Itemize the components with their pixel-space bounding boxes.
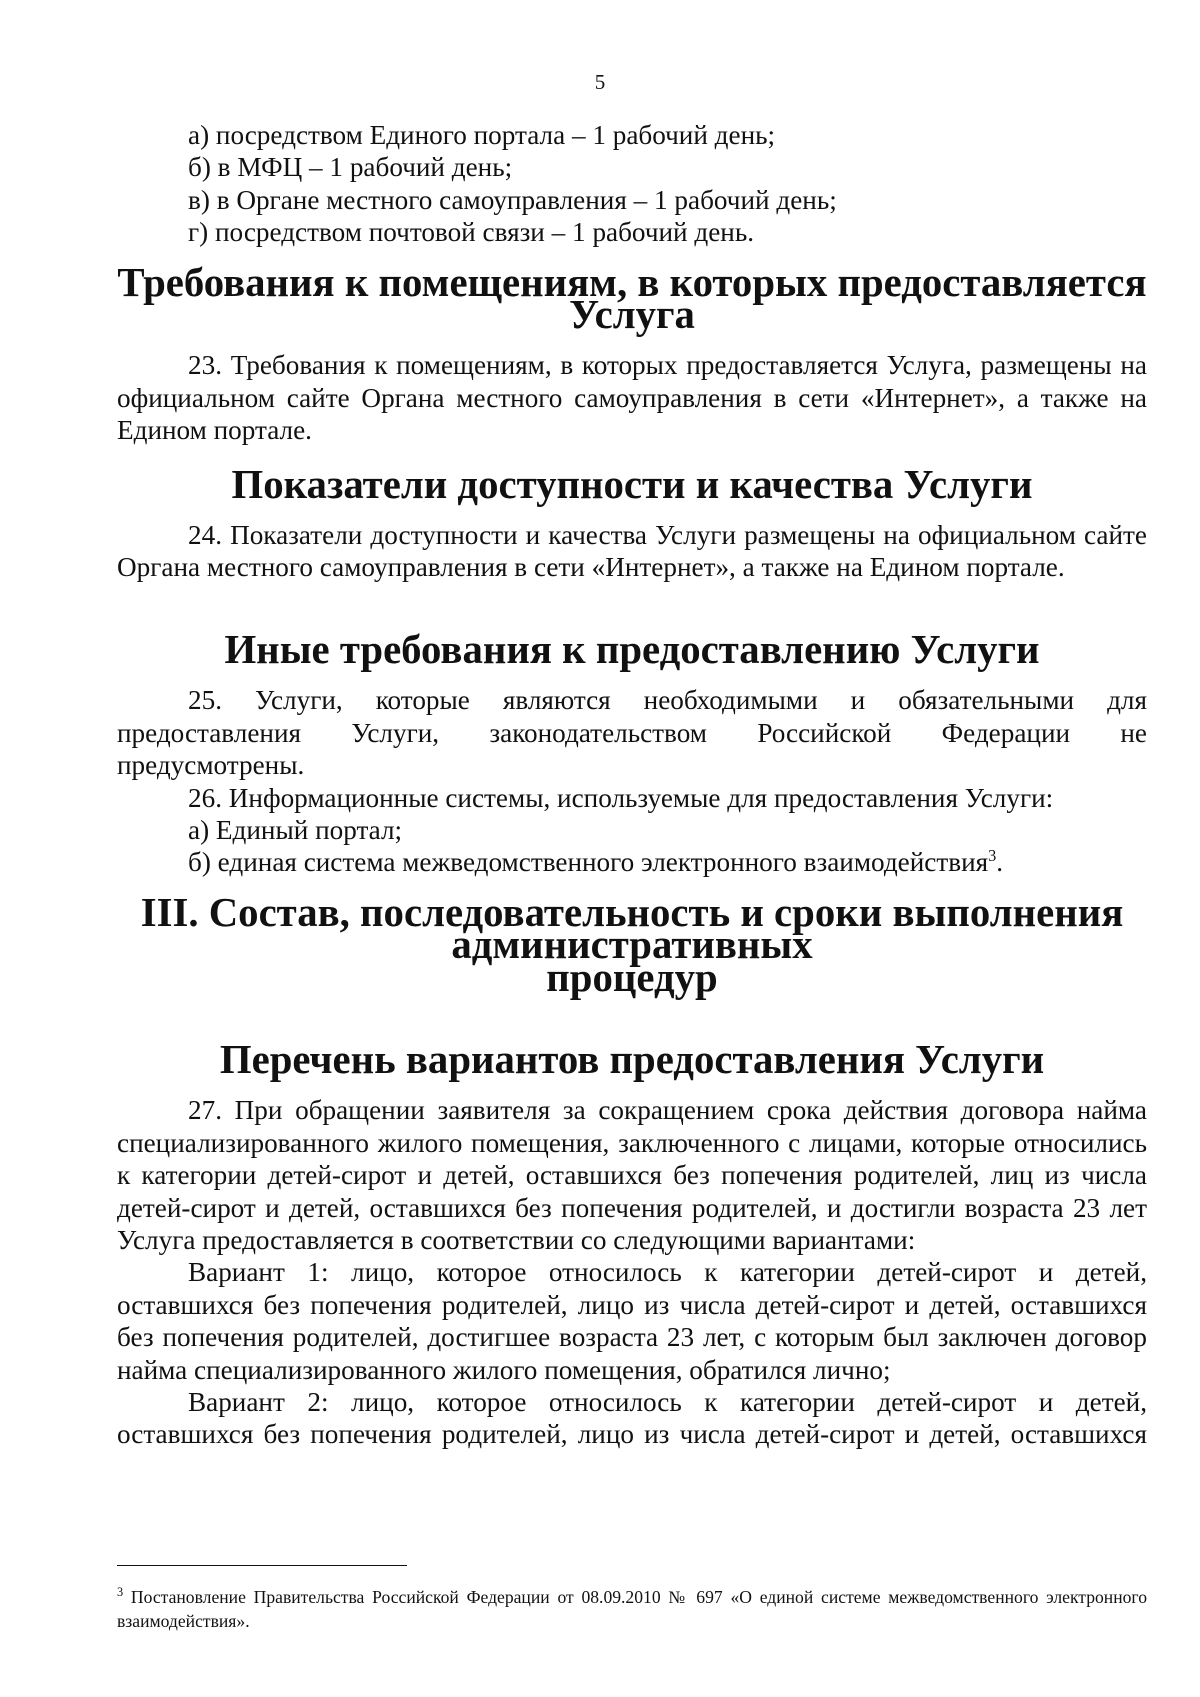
list-item-end: .: [996, 847, 1004, 878]
paragraph-25: [117, 684, 1147, 781]
heading-section-3: [117, 889, 1147, 1000]
paragraph-25-line: предусмотрены.: [117, 750, 305, 781]
heading-premises: Требования к помещениям, в которых предоставляется Услуга: [117, 259, 1147, 338]
paragraph-24: 24. Показатели доступности и качества Услуги размещены на официальном сайте Органа местного самоуправления в сети «Интернет», а также на Едином портале.: [117, 520, 1147, 583]
heading-section-3-line: процедур: [546, 954, 718, 1000]
document-body: [117, 119, 1147, 1451]
paragraph-25-line: предоставления Услуги, законодательством Российской Федерации не: [117, 717, 1147, 748]
footnote-text: Постановление Правительства Российской Федерации от 08.09.2010 № 697 «О единой системе межведомственного электронного взаимодействия».: [117, 1587, 1147, 1631]
footnote: [117, 1585, 1147, 1633]
list-item-text: б) единая система межведомственного электронного взаимодействия: [188, 847, 989, 878]
page-number: 5: [594, 70, 606, 94]
variant-1: Вариант 1: лицо, которое относилось к категории детей-сирот и детей, оставшихся без попечения родителей, лицо из числа детей-сирот и детей, оставшихся без попечения родителей, достигшее возраста 23 лет, с которым был заключен договор найма специализированного жилого помещения, обратился лично;: [117, 1257, 1147, 1385]
list-item: а) Единый портал;: [188, 814, 403, 845]
list-item: [117, 846, 1147, 878]
footnote-reference[interactable]: 3: [988, 846, 997, 866]
paragraph-25-line: 25. Услуги, которые являются необходимыми и обязательными для: [188, 685, 1147, 716]
list-item: б) в МФЦ – 1 рабочий день;: [188, 152, 513, 183]
heading-indicators: Показатели доступности и качества Услуги: [231, 461, 1033, 507]
footnote-separator: [117, 1565, 407, 1566]
paragraph-26: 26. Информационные системы, используемые для предоставления Услуги:: [188, 782, 1054, 813]
paragraph-27: 27. При обращении заявителя за сокращением срока действия договора найма специализированного жилого помещения, заключенного с лицами, которые относились к категории детей-сирот и детей, оставшихся без попечения родителей, лиц из числа детей-сирот и детей, оставшихся без попечения родителей, и достигли возраста 23 лет Услуга предоставляется в соответствии со следующими вариантами:: [117, 1095, 1147, 1255]
heading-other-requirements: Иные требования к предоставлению Услуги: [224, 626, 1040, 672]
deadline-list: [117, 119, 1147, 249]
footnote-marker: 3: [117, 1585, 124, 1600]
paragraph-23: 23. Требования к помещениям, в которых предоставляется Услуга, размещены на официальном сайте Органа местного самоуправления в сети «Интернет», а также на Едином портале.: [117, 350, 1147, 446]
list-item: а) посредством Единого портала – 1 рабочий день;: [188, 120, 776, 150]
list-item: г) посредством почтовой связи – 1 рабочий день.: [188, 217, 755, 248]
variant-2: Вариант 2: лицо, которое относилось к категории детей-сирот и детей, оставшихся без попечения родителей, лицо из числа детей-сирот и детей, оставшихся: [117, 1387, 1147, 1450]
heading-section-3-line: III. Состав, последовательность и сроки выполнения административных: [140, 889, 1124, 968]
list-item: в) в Органе местного самоуправления – 1 рабочий день;: [188, 184, 837, 215]
heading-variants: Перечень вариантов предоставления Услуги: [219, 1036, 1045, 1082]
